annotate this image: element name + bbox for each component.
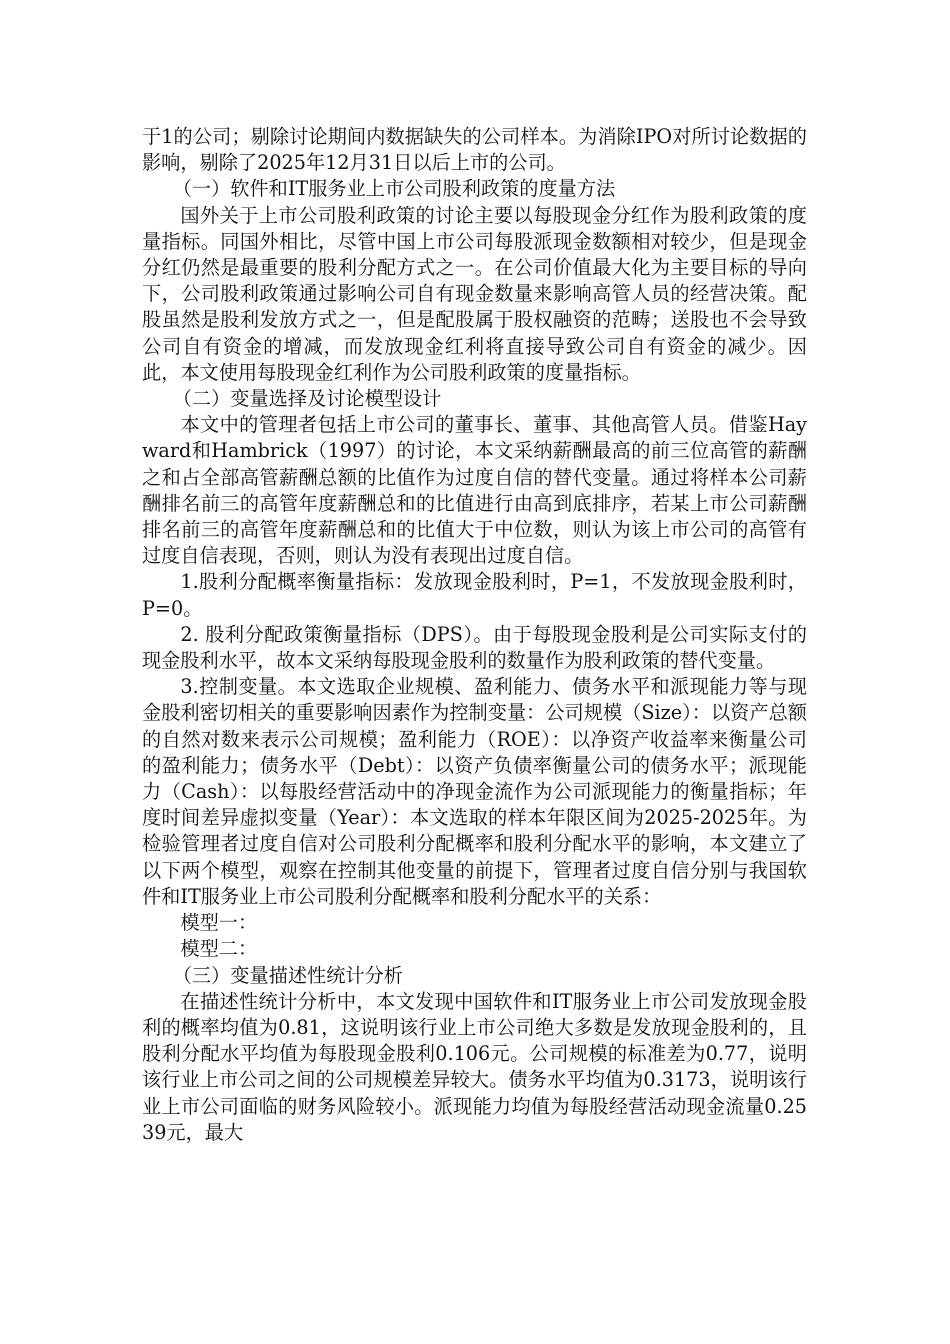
paragraph-dividend-policy-dps: 2. 股利分配政策衡量指标（DPS）。由于每股现金股利是公司实际支付的现金股利水平，故本文采纳每股现金股利的数量作为股利政策的替代变量。 (142, 622, 807, 673)
paragraph-model-two: 模型二： (180, 937, 258, 961)
paragraph-dividend-probability: 1.股利分配概率衡量指标：发放现金股利时，P=1，不发放现金股利时，P=0。 (142, 570, 807, 620)
section-heading-descriptive-stats: （三）变量描述性统计分析 (172, 963, 403, 987)
paragraph-control-variables: 3.控制变量。本文选取企业规模、盈利能力、债务水平和派现能力等与现金股利密切相关的重要影响因素作为控制变量：公司规模（Size）：以资产总额的自然对数来表示公司规模；盈利能力（ROE）：以净资产收益率来衡量公司的盈利能力；债务水平（Debt）：以资产负债率衡量公司的债务水平；派现能力（Cash）：以每股经营活动中的净现金流作为公司派现能力的衡量指标；年度时间差异虚拟变量（Year）：本文选取的样本年限区间为2025-2025年。为检验管理者过度自信对公司股利分配概率和股利分配水平的影响，本文建立了以下两个模型，观察在控制其他变量的前提下，管理者过度自信分别与我国软件和IT服务业上市公司股利分配概率和股利分配水平的关系： (142, 675, 807, 908)
document-page (142, 124, 807, 1146)
section-heading-variables-model: （二）变量选择及讨论模型设计 (172, 387, 442, 411)
section-heading-dividend-measure: （一）软件和IT服务业上市公司股利政策的度量方法 (172, 177, 616, 201)
paragraph-model-one: 模型一： (180, 911, 258, 935)
paragraph-managers-overconfidence: 本文中的管理者包括上市公司的董事长、董事、其他高管人员。借鉴Hayward和Hambrick（1997）的讨论，本文采纳薪酬最高的前三位高管的薪酬之和占全部高管薪酬总额的比值作为过度自信的替代变量。通过将样本公司薪酬排名前三的高管年度薪酬总和的比值进行由高到底排序，若某上市公司薪酬排名前三的高管年度薪酬总和的比值大于中位数，则认为该上市公司的高管有过度自信表现，否则，则认为没有表现出过度自信。 (142, 413, 807, 568)
paragraph-descriptive-stats: 在描述性统计分析中，本文发现中国软件和IT服务业上市公司发放现金股利的概率均值为0.81，这说明该行业上市公司绝大多数是发放现金股利的，且股利分配水平均值为每股现金股利0.106元。公司规模的标准差为0.77，说明该行业上市公司之间的公司规模差异较大。债务水平均值为0.3173，说明该行业上市公司面临的财务风险较小。派现能力均值为每股经营活动现金流量0.2539元，最大 (142, 989, 807, 1144)
paragraph-dividend-measure: 国外关于上市公司股利政策的讨论主要以每股现金分红作为股利政策的度量指标。同国外相比，尽管中国上市公司每股派现金数额相对较少，但是现金分红仍然是最重要的股利分配方式之一。在公司价值最大化为主要目标的导向下，公司股利政策通过影响公司自有现金数量来影响高管人员的经营决策。配股虽然是股利发放方式之一，但是配股属于股权融资的范畴；送股也不会导致公司自有资金的增减，而发放现金红利将直接导致公司自有资金的减少。因此，本文使用每股现金红利作为公司股利政策的度量指标。 (142, 203, 807, 384)
paragraph-continuation: 于1的公司；剔除讨论期间内数据缺失的公司样本。为消除IPO对所讨论数据的影响，剔除了2025年12月31日以后上市的公司。 (142, 125, 807, 175)
